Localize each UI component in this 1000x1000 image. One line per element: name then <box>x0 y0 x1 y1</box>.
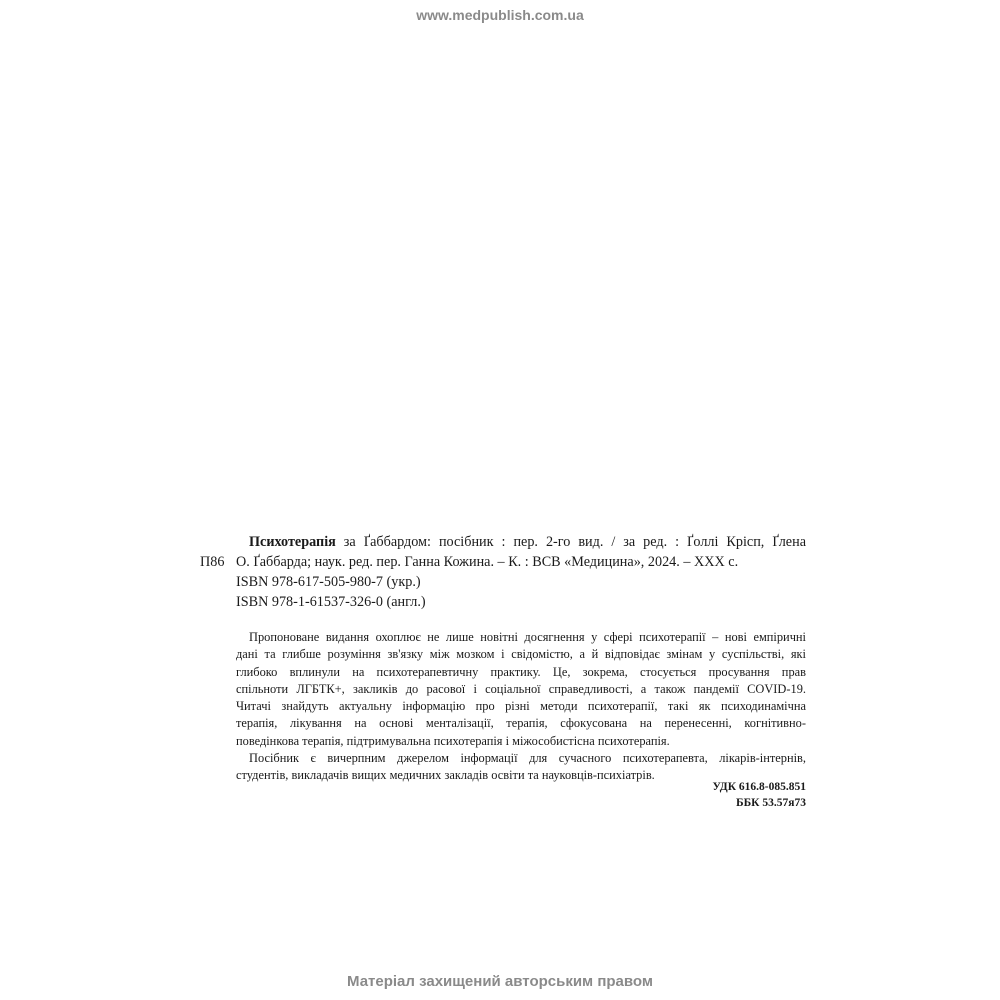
classification-codes <box>636 779 806 811</box>
annotation <box>236 629 806 785</box>
isbn-english: ISBN 978-1-61537-326-0 (англ.) <box>236 594 426 610</box>
bibliographic-title-line <box>236 532 806 552</box>
annotation-line: поведінкова терапія, підтримувальна психотерапія і міжособистісна психотерапія. <box>236 733 670 748</box>
annotation-line: Читачі знайдуть актуальну інформацію про різні методи психотерапії, такі як психодинамічна <box>236 699 806 714</box>
watermark-url: www.medpublish.com.ua <box>416 7 584 23</box>
annotation-line: Пропоноване видання охоплює не лише новітні досягнення у сфері психотерапії – нові емпіричні <box>249 630 806 644</box>
bibliographic-line-2: О. Ґаббарда; наук. ред. пер. Ганна Кожина. – К. : ВСВ «Медицина», 2024. – ХХХ с. <box>236 554 739 570</box>
annotation-line: дані та глибше розуміння зв'язку між мозком і свідомістю, а й відповідає змінам у суспільстві, які <box>236 647 806 662</box>
annotation-line: студентів, викладачів вищих медичних закладів освіти та науковців-психіатрів. <box>236 768 655 783</box>
book-title: Психотерапія <box>249 534 336 550</box>
bbk-code: ББК 53.57я73 <box>735 797 806 809</box>
udk-code: УДК 616.8-085.851 <box>712 781 806 793</box>
catalog-code: П86 <box>200 554 225 570</box>
annotation-line: глибоко вплинули на психотерапевтичну практику. Це, зокрема, стосується просування прав <box>236 664 806 679</box>
annotation-line: спільноти ЛГБТК+, закликів до расової і соціальної справедливості, а також пандемії COVID-19. <box>236 681 806 696</box>
copyright-watermark: Матеріал захищений авторським правом <box>347 973 653 990</box>
bibliographic-record <box>236 532 806 612</box>
annotation-line: терапія, лікування на основі менталізації, терапія, сфокусована на перенесенні, когнітивно- <box>236 716 806 731</box>
title-line-rest: за Ґаббардом: посібник : пер. 2-го вид. / за ред. : Ґоллі Кріcп, Ґлена <box>335 534 806 550</box>
annotation-line: Посібник є вичерпним джерелом інформації для сучасного психотерапевта, лікарів-інтернів, <box>249 751 806 766</box>
isbn-ukrainian: ISBN 978-617-505-980-7 (укр.) <box>236 574 421 590</box>
